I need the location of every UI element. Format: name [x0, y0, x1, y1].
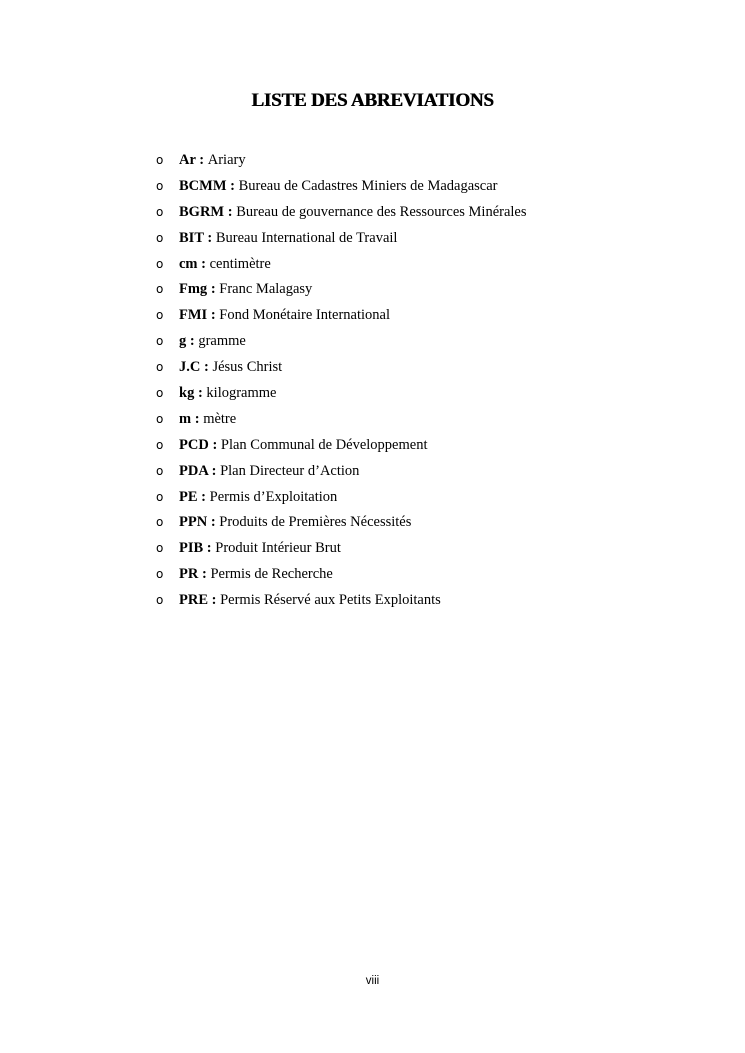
- list-item: [156, 150, 527, 176]
- list-item-text: [179, 590, 441, 610]
- bullet-icon: o: [156, 541, 164, 556]
- abbreviation: PR: [179, 566, 199, 583]
- abbreviation: g: [179, 333, 187, 350]
- separator: :: [200, 359, 213, 376]
- definition: centimètre: [209, 255, 271, 272]
- definition: mètre: [203, 410, 237, 427]
- list-item: [156, 409, 527, 435]
- definition: Plan Communal de Développement: [220, 436, 428, 453]
- abbreviation: Ar: [179, 152, 196, 168]
- separator: :: [197, 488, 210, 505]
- bullet-icon: o: [156, 567, 164, 582]
- list-item-text: [179, 357, 282, 377]
- definition: Bureau de gouvernance des Ressources Minérales: [236, 203, 527, 220]
- list-item-text: [179, 538, 341, 558]
- separator: :: [203, 229, 216, 246]
- abbreviation: PE: [179, 488, 198, 505]
- list-item-text: [179, 435, 428, 455]
- bullet-icon: o: [156, 360, 164, 375]
- list-item: [156, 202, 527, 228]
- separator: :: [224, 203, 237, 220]
- abbreviation: BIT: [179, 229, 204, 246]
- list-item-text: [179, 487, 337, 507]
- list-item: [156, 357, 527, 383]
- list-item-text: [179, 564, 333, 584]
- separator: :: [195, 152, 208, 168]
- list-item-text: [179, 461, 359, 481]
- list-item: [156, 383, 527, 409]
- bullet-icon: o: [156, 230, 164, 245]
- list-item-text: [179, 254, 271, 274]
- abbreviation: J.C: [179, 359, 201, 376]
- separator: :: [186, 333, 199, 350]
- abbreviation: kg: [179, 385, 195, 402]
- separator: :: [207, 307, 220, 324]
- separator: :: [198, 566, 211, 583]
- separator: :: [208, 462, 221, 479]
- separator: :: [207, 514, 220, 531]
- abbreviation: Fmg: [179, 281, 208, 298]
- definition: Bureau International de Travail: [215, 229, 398, 246]
- abbreviation: PDA: [179, 462, 208, 479]
- definition: gramme: [198, 333, 246, 350]
- definition: Fond Monétaire International: [219, 307, 391, 324]
- definition: kilogramme: [206, 385, 277, 402]
- bullet-icon: o: [156, 334, 164, 349]
- separator: :: [191, 410, 204, 427]
- separator: :: [207, 281, 220, 298]
- abbreviation: BCMM: [179, 177, 227, 194]
- definition: Produit Intérieur Brut: [215, 540, 341, 557]
- list-item: [156, 435, 527, 461]
- list-item: [156, 538, 527, 564]
- abbreviation: PCD: [179, 436, 209, 453]
- definition: Permis Réservé aux Petits Exploitants: [220, 592, 441, 609]
- abbreviation: PPN: [179, 514, 208, 531]
- definition: Produits de Premières Nécessités: [219, 514, 412, 531]
- bullet-icon: o: [156, 256, 164, 271]
- list-item: [156, 487, 527, 513]
- definition: Jésus Christ: [212, 359, 283, 376]
- bullet-icon: o: [156, 437, 164, 452]
- bullet-icon: o: [156, 489, 164, 504]
- separator: :: [226, 177, 239, 194]
- separator: :: [203, 540, 216, 557]
- list-item-text: [179, 228, 397, 248]
- list-item: [156, 254, 527, 280]
- list-item: [156, 564, 527, 590]
- abbreviation: PRE: [179, 592, 208, 609]
- list-item-text: [179, 176, 498, 196]
- abbreviation: m: [179, 410, 192, 427]
- separator: :: [208, 436, 221, 453]
- bullet-icon: o: [156, 515, 164, 530]
- list-item: [156, 176, 527, 202]
- list-item-text: [179, 279, 312, 299]
- bullet-icon: o: [156, 386, 164, 401]
- page-number: viii: [365, 975, 380, 987]
- list-item: [156, 305, 527, 331]
- list-item-text: [179, 409, 236, 429]
- list-item: [156, 590, 527, 616]
- bullet-icon: o: [156, 178, 164, 193]
- page-title: LISTE DES ABREVIATIONS: [251, 90, 494, 111]
- separator: :: [197, 255, 210, 272]
- definition: Permis d’Exploitation: [209, 488, 338, 505]
- definition: Permis de Recherche: [210, 566, 333, 583]
- definition: Bureau de Cadastres Miniers de Madagascar: [238, 177, 498, 194]
- abbreviation: BGRM: [179, 203, 225, 220]
- abbreviation: cm: [179, 255, 198, 272]
- definition: Ariary: [207, 152, 246, 168]
- abbreviation: FMI: [179, 307, 208, 324]
- bullet-icon: o: [156, 463, 164, 478]
- bullet-icon: o: [156, 593, 164, 608]
- separator: :: [208, 592, 221, 609]
- bullet-icon: o: [156, 282, 164, 297]
- bullet-icon: o: [156, 153, 164, 167]
- definition: Plan Directeur d’Action: [220, 462, 360, 479]
- abbreviation: PIB: [179, 540, 204, 557]
- bullet-icon: o: [156, 308, 164, 323]
- bullet-icon: o: [156, 204, 164, 219]
- list-item: [156, 228, 527, 254]
- list-item: [156, 331, 527, 357]
- definition: Franc Malagasy: [219, 281, 313, 298]
- bullet-icon: o: [156, 411, 164, 426]
- list-item-text: [179, 512, 411, 532]
- list-item-text: [179, 383, 277, 403]
- abbreviation-list: [156, 150, 527, 616]
- separator: :: [194, 385, 207, 402]
- list-item-text: [179, 202, 527, 222]
- list-item-text: [179, 331, 246, 351]
- list-item-text: [179, 305, 390, 325]
- list-item: [156, 279, 527, 305]
- list-item: [156, 512, 527, 538]
- list-item-text: [179, 150, 246, 170]
- list-item: [156, 461, 527, 487]
